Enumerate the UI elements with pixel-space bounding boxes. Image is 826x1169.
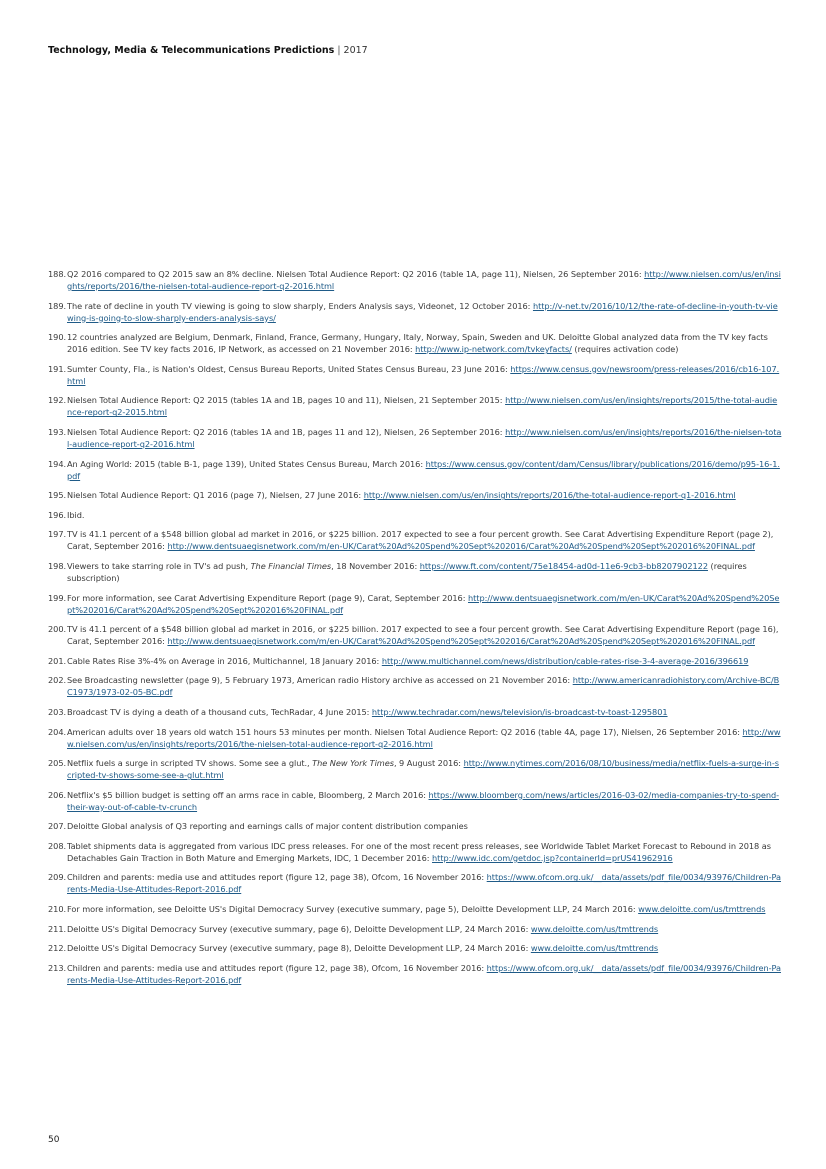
endnote-text-continued: , 18 November 2016: bbox=[331, 560, 418, 571]
endnote-number: 196. bbox=[48, 509, 67, 520]
endnote-text: Deloitte US's Digital Democracy Survey (executive summary, page 8), Deloitte Development LLP, 24 March 2016: bbox=[67, 943, 529, 954]
endnote-body bbox=[67, 268, 782, 292]
endnote-text-continued: , 9 August 2016: bbox=[393, 758, 462, 769]
endnote-body bbox=[67, 560, 782, 584]
endnote-suffix: (requires subscription) bbox=[67, 560, 747, 583]
endnote-text: See Broadcasting newsletter (page 9), 5 February 1973, American radio History archive as accessed on 21 November 2016: bbox=[67, 675, 571, 686]
endnote-item bbox=[48, 560, 782, 584]
endnote-item bbox=[48, 623, 782, 647]
endnote-number: 207. bbox=[48, 821, 67, 832]
endnote-number: 193. bbox=[48, 426, 67, 437]
endnote-body bbox=[67, 820, 782, 832]
endnote-body bbox=[67, 300, 782, 324]
endnote-text: An Aging World: 2015 (table B-1, page 139), United States Census Bureau, March 2016: bbox=[67, 458, 424, 469]
endnote-link[interactable]: http://www.nielsen.com/us/en/insights/reports/2016/the-nielsen-total-audience-report-q2-2016.html bbox=[67, 269, 781, 291]
endnote-text: The rate of decline in youth TV viewing is going to slow sharply, Enders Analysis says, Videonet, 12 October 2016: bbox=[67, 300, 531, 311]
endnote-text: Deloitte US's Digital Democracy Survey (executive summary, page 6), Deloitte Development LLP, 24 March 2016: bbox=[67, 923, 529, 934]
endnote-link[interactable]: www.deloitte.com/us/tmttrends bbox=[638, 904, 766, 915]
endnote-item bbox=[48, 300, 782, 324]
endnote-number: 198. bbox=[48, 560, 67, 571]
endnote-item bbox=[48, 962, 782, 986]
endnote-item bbox=[48, 592, 782, 616]
endnote-number: 206. bbox=[48, 789, 67, 800]
endnote-item bbox=[48, 268, 782, 292]
endnote-text: Cable Rates Rise 3%-4% on Average in 2016, Multichannel, 18 January 2016: bbox=[67, 655, 380, 666]
endnote-text: Children and parents: media use and attitudes report (figure 12, page 38), Ofcom, 16 November 2016: bbox=[67, 962, 485, 973]
endnote-text: Netflix's $5 billion budget is setting off an arms race in cable, Bloomberg, 2 March 2016: bbox=[67, 789, 426, 800]
endnote-number: 192. bbox=[48, 395, 67, 406]
endnote-link[interactable]: http://www.idc.com/getdoc.jsp?containerId=prUS41962916 bbox=[432, 852, 673, 863]
endnote-link[interactable]: http://www.multichannel.com/news/distribution/cable-rates-rise-3-4-average-2016/396619 bbox=[381, 655, 749, 666]
endnote-body bbox=[67, 840, 782, 864]
endnote-item bbox=[48, 426, 782, 450]
endnote-body bbox=[67, 757, 782, 781]
endnote-body bbox=[67, 592, 782, 616]
endnote-link[interactable]: http://www.nielsen.com/us/en/insights/reports/2016/the-nielsen-total-audience-report-q2-2016.html bbox=[67, 726, 781, 749]
header-separator: | bbox=[337, 45, 341, 56]
endnote-body bbox=[67, 871, 782, 895]
endnotes-list bbox=[48, 268, 782, 993]
endnote-link[interactable]: https://www.bloomberg.com/news/articles/2016-03-02/media-companies-try-to-spend-their-way-out-of-cable-tv-crunch bbox=[67, 789, 780, 812]
endnote-number: 195. bbox=[48, 490, 67, 501]
endnote-number: 202. bbox=[48, 675, 67, 686]
publication-title: The New York Times bbox=[312, 758, 394, 769]
endnote-text: For more information, see Deloitte US's Digital Democracy Survey (executive summary, page 5), Deloitte Development LLP, 24 March 2016: bbox=[67, 904, 636, 915]
endnote-number: 212. bbox=[48, 943, 67, 954]
endnote-item bbox=[48, 528, 782, 552]
endnote-item bbox=[48, 706, 782, 718]
endnote-item bbox=[48, 903, 782, 915]
endnote-item bbox=[48, 789, 782, 813]
endnote-text: TV is 41.1 percent of a $548 billion global ad market in 2016, or $225 billion. 2017 expected to see a four percent growth. See Carat Advertising Expenditure Report (page 2), Carat, September 2016: bbox=[67, 529, 774, 552]
endnote-link[interactable]: http://www.nielsen.com/us/en/insights/reports/2016/the-nielsen-total-audience-report-q2-2016.html bbox=[67, 426, 782, 449]
endnote-text: American adults over 18 years old watch 151 hours 53 minutes per month. Nielsen Total Audience Report: Q2 2016 (table 4A, page 17), Nielsen, 26 September 2016: bbox=[67, 726, 740, 737]
endnote-body bbox=[67, 923, 782, 935]
endnote-link[interactable]: http://www.techradar.com/news/television/is-broadcast-tv-toast-1295801 bbox=[371, 706, 668, 717]
endnote-text: Children and parents: media use and attitudes report (figure 12, page 38), Ofcom, 16 November 2016: bbox=[67, 872, 485, 883]
endnote-link[interactable]: https://www.ofcom.org.uk/__data/assets/pdf_file/0034/93976/Children-Parents-Media-Use-Attitudes-Report-2016.pdf bbox=[67, 962, 781, 985]
endnote-text: Nielsen Total Audience Report: Q2 2016 (tables 1A and 1B, pages 11 and 12), Nielsen, 26 September 2016: bbox=[67, 426, 503, 437]
endnote-link[interactable]: https://www.census.gov/newsroom/press-releases/2016/cb16-107.html bbox=[67, 363, 780, 386]
endnote-item bbox=[48, 489, 782, 501]
endnote-text: Netflix fuels a surge in scripted TV shows. Some see a glut., bbox=[67, 758, 310, 769]
endnote-body bbox=[67, 331, 782, 355]
endnote-number: 211. bbox=[48, 923, 67, 934]
endnote-item bbox=[48, 923, 782, 935]
endnote-body bbox=[67, 489, 782, 501]
endnote-number: 190. bbox=[48, 332, 67, 343]
endnote-item bbox=[48, 757, 782, 781]
endnote-link[interactable]: http://www.dentsuaegisnetwork.com/m/en-UK/Carat%20Ad%20Spend%20Sept%202016/Carat%20Ad%20Spend%20Sept%202016%20FINAL.pdf bbox=[67, 592, 780, 615]
endnote-text: Tablet shipments data is aggregated from various IDC press releases. For one of the most recent press releases, see Worldwide Tablet Market Forecast to Rebound in 2018 as Detachables Gain Traction in Both Mature and Emerging Markets, IDC, 1 December 2016: bbox=[67, 840, 771, 863]
endnote-link[interactable]: http://www.nytimes.com/2016/08/10/business/media/netflix-fuels-a-surge-in-scripted-tv-shows-some-see-a-glut.html bbox=[67, 758, 779, 781]
endnote-text: Ibid. bbox=[67, 509, 85, 520]
endnote-text: TV is 41.1 percent of a $548 billion global ad market in 2016, or $225 billion. 2017 expected to see a four percent growth. See Carat Advertising Expenditure Report (page 16), Carat, September 2016: bbox=[67, 624, 779, 647]
endnote-number: 204. bbox=[48, 726, 67, 737]
report-year: 2017 bbox=[343, 45, 368, 56]
endnote-number: 210. bbox=[48, 904, 67, 915]
endnote-body bbox=[67, 509, 782, 521]
endnote-text: Nielsen Total Audience Report: Q2 2015 (tables 1A and 1B, pages 10 and 11), Nielsen, 21 September 2015: bbox=[67, 395, 503, 406]
endnote-body bbox=[67, 726, 782, 750]
endnote-number: 191. bbox=[48, 363, 67, 374]
endnote-item bbox=[48, 726, 782, 750]
endnote-link[interactable]: http://www.nielsen.com/us/en/insights/reports/2016/the-total-audience-report-q1-2016.html bbox=[363, 490, 736, 501]
endnote-number: 203. bbox=[48, 706, 67, 717]
endnote-link[interactable]: http://www.americanradiohistory.com/Archive-BC/BC1973/1973-02-05-BC.pdf bbox=[67, 675, 780, 698]
endnote-link[interactable]: http://www.dentsuaegisnetwork.com/m/en-UK/Carat%20Ad%20Spend%20Sept%202016/Carat%20Ad%20Spend%20Sept%202016%20FINAL.pdf bbox=[167, 541, 755, 552]
endnote-link[interactable]: https://www.ft.com/content/75e18454-ad0d-11e6-9cb3-bb8207902122 bbox=[419, 560, 708, 571]
endnote-body bbox=[67, 789, 782, 813]
page-header bbox=[48, 45, 368, 56]
endnote-link[interactable]: http://v-net.tv/2016/10/12/the-rate-of-decline-in-youth-tv-viewing-is-going-to-slow-sharply-enders-analysis-says/ bbox=[67, 300, 778, 323]
endnote-body bbox=[67, 363, 782, 387]
endnote-body bbox=[67, 655, 782, 667]
endnote-number: 194. bbox=[48, 458, 67, 469]
endnote-suffix: (requires activation code) bbox=[571, 344, 679, 355]
endnote-number: 201. bbox=[48, 655, 67, 666]
endnote-text: For more information, see Carat Advertising Expenditure Report (page 9), Carat, September 2016: bbox=[67, 592, 466, 603]
publication-title: The Financial Times bbox=[250, 560, 332, 571]
endnote-number: 213. bbox=[48, 962, 67, 973]
endnote-body bbox=[67, 903, 782, 915]
endnote-item bbox=[48, 871, 782, 895]
endnote-item bbox=[48, 674, 782, 698]
endnote-body bbox=[67, 674, 782, 698]
endnote-item bbox=[48, 840, 782, 864]
endnote-number: 189. bbox=[48, 300, 67, 311]
endnote-item bbox=[48, 820, 782, 832]
endnote-item bbox=[48, 942, 782, 954]
endnote-text: Sumter County, Fla., is Nation's Oldest, Census Bureau Reports, United States Census Bureau, 23 June 2016: bbox=[67, 363, 508, 374]
endnote-body bbox=[67, 528, 782, 552]
endnote-item bbox=[48, 655, 782, 667]
endnote-text: Viewers to take starring role in TV's ad push, bbox=[67, 560, 249, 571]
report-title: Technology, Media & Telecommunications Predictions bbox=[48, 45, 335, 56]
endnote-item bbox=[48, 331, 782, 355]
endnote-body bbox=[67, 962, 782, 986]
endnote-link[interactable]: https://www.ofcom.org.uk/__data/assets/pdf_file/0034/93976/Children-Parents-Media-Use-Attitudes-Report-2016.pdf bbox=[67, 872, 781, 895]
endnote-number: 208. bbox=[48, 840, 67, 851]
endnote-body bbox=[67, 458, 782, 482]
endnote-text: Nielsen Total Audience Report: Q1 2016 (page 7), Nielsen, 27 June 2016: bbox=[67, 490, 362, 501]
endnote-item bbox=[48, 509, 782, 521]
endnote-text: Deloitte Global analysis of Q3 reporting and earnings calls of major content distribution companies bbox=[67, 821, 468, 832]
endnote-body bbox=[67, 942, 782, 954]
endnote-number: 209. bbox=[48, 872, 67, 883]
endnote-number: 205. bbox=[48, 758, 67, 769]
endnote-link[interactable]: www.deloitte.com/us/tmttrends bbox=[530, 923, 659, 934]
endnote-body bbox=[67, 426, 782, 450]
endnote-body bbox=[67, 394, 782, 418]
endnote-text: Broadcast TV is dying a death of a thousand cuts, TechRadar, 4 June 2015: bbox=[67, 706, 370, 717]
endnote-number: 199. bbox=[48, 592, 67, 603]
endnote-body bbox=[67, 706, 782, 718]
endnote-link[interactable]: www.deloitte.com/us/tmttrends bbox=[530, 943, 659, 954]
endnote-item bbox=[48, 363, 782, 387]
endnote-link[interactable]: http://www.ip-network.com/tvkeyfacts/ bbox=[415, 344, 572, 355]
endnote-number: 197. bbox=[48, 529, 67, 540]
endnote-text: 12 countries analyzed are Belgium, Denmark, Finland, France, Germany, Hungary, Italy, Norway, Spain, Sweden and UK. Deloitte Global analyzed data from the TV key facts 2016 edition. See TV key facts 2016, IP Network, as accessed on 21 November 2016: bbox=[67, 332, 768, 355]
endnote-text: Q2 2016 compared to Q2 2015 saw an 8% decline. Nielsen Total Audience Report: Q2 2016 (table 1A, page 11), Nielsen, 26 September 2016: bbox=[67, 269, 642, 279]
endnote-number: 188. bbox=[48, 269, 67, 279]
endnote-number: 200. bbox=[48, 624, 67, 635]
page-number: 50 bbox=[48, 1135, 60, 1145]
endnote-item bbox=[48, 458, 782, 482]
endnote-item bbox=[48, 394, 782, 418]
endnote-link[interactable]: https://www.census.gov/content/dam/Census/library/publications/2016/demo/p95-16-1.pdf bbox=[67, 458, 780, 481]
endnote-link[interactable]: http://www.dentsuaegisnetwork.com/m/en-UK/Carat%20Ad%20Spend%20Sept%202016/Carat%20Ad%20Spend%20Sept%202016%20FINAL.pdf bbox=[167, 636, 755, 647]
endnote-body bbox=[67, 623, 782, 647]
endnote-link[interactable]: http://www.nielsen.com/us/en/insights/reports/2015/the-total-audience-report-q2-2015.html bbox=[67, 395, 778, 418]
